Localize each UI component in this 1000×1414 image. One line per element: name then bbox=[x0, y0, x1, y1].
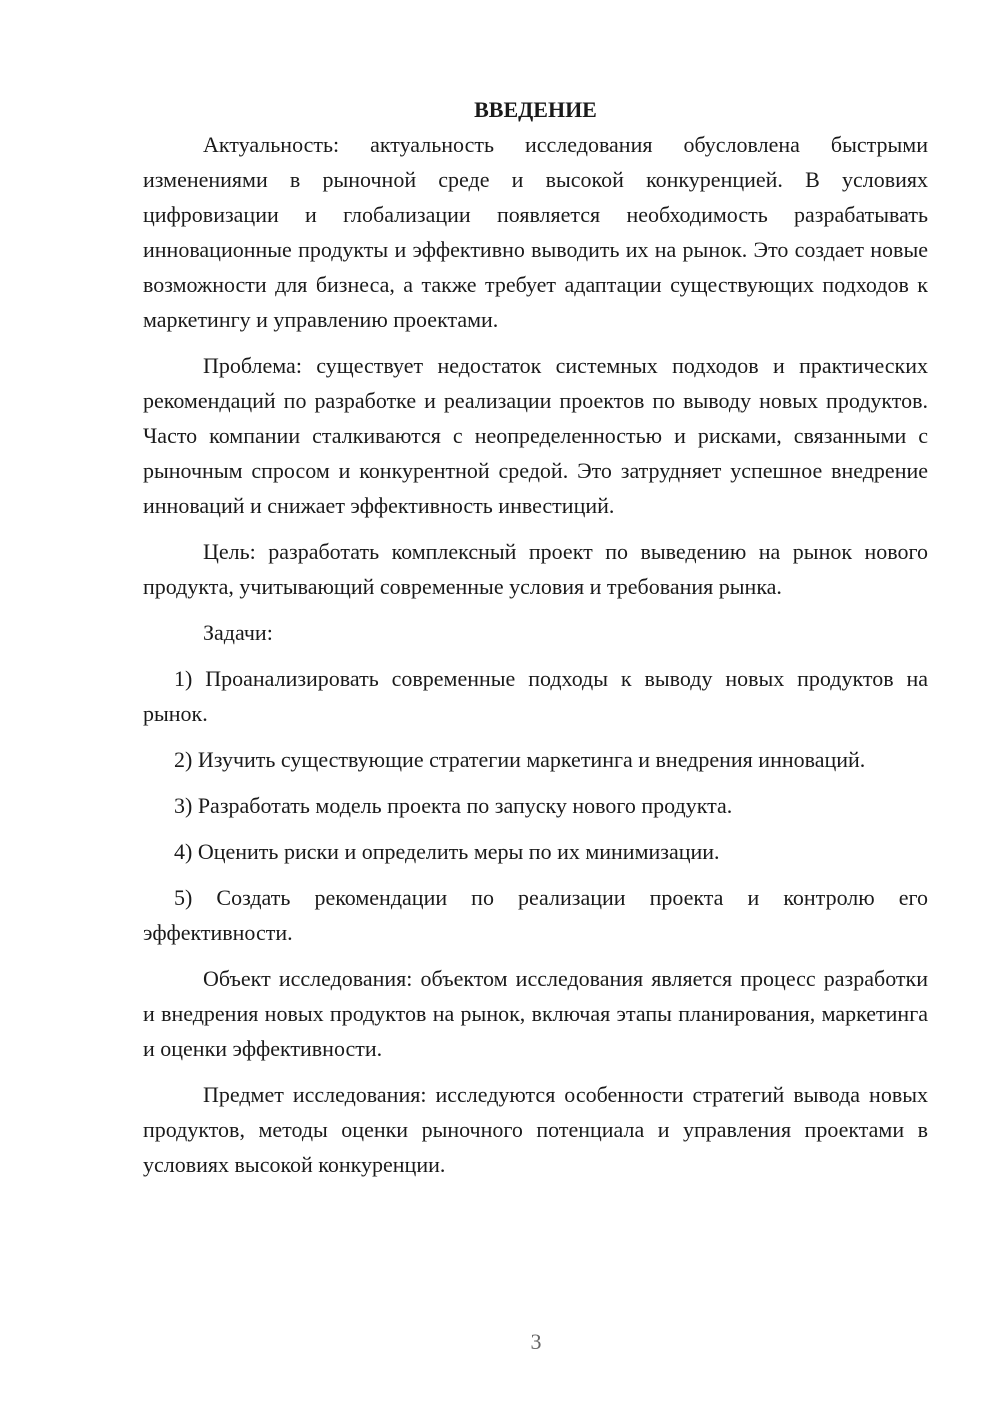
page-number: 3 bbox=[530, 1329, 542, 1354]
paragraph-problem: Проблема: существует недостаток системных подходов и практических рекомендаций по разработке и реализации проектов по выводу новых продуктов. Часто компании сталкиваются с неопределенностью и рисками, связанными с рыночным спросом и конкурентной средой. Это затрудняет успешное внедрение инноваций и снижает эффективность инвестиций. bbox=[143, 353, 928, 518]
task-item-5: 5) Создать рекомендации по реализации проекта и контролю его эффективности. bbox=[143, 885, 928, 945]
paragraph-object: Объект исследования: объектом исследования является процесс разработки и внедрения новых продуктов на рынок, включая этапы планирования, маркетинга и оценки эффективности. bbox=[143, 966, 928, 1061]
tasks-heading: Задачи: bbox=[203, 620, 273, 645]
paragraph-relevance: Актуальность: актуальность исследования обусловлена быстрыми изменениями в рыночной среде и высокой конкуренцией. В условиях цифровизации и глобализации появляется необходимость разрабатывать инновационные продукты и эффективно выводить их на рынок. Это создает новые возможности для бизнеса, а также требует адаптации существующих подходов к маркетингу и управлению проектами. bbox=[143, 132, 928, 332]
task-item-3: 3) Разработать модель проекта по запуску нового продукта. bbox=[174, 793, 733, 818]
paragraph-subject: Предмет исследования: исследуются особенности стратегий вывода новых продуктов, методы оценки рыночного потенциала и управления проектами в условиях высокой конкуренции. bbox=[143, 1082, 928, 1177]
paragraph-goal: Цель: разработать комплексный проект по выведению на рынок нового продукта, учитывающий современные условия и требования рынка. bbox=[143, 539, 928, 599]
task-item-2: 2) Изучить существующие стратегии маркетинга и внедрения инноваций. bbox=[174, 747, 866, 772]
section-title: ВВЕДЕНИЕ bbox=[474, 97, 597, 122]
task-item-4: 4) Оценить риски и определить меры по их минимизации. bbox=[174, 839, 720, 864]
task-item-1: 1) Проанализировать современные подходы к выводу новых продуктов на рынок. bbox=[143, 666, 928, 726]
document-page bbox=[143, 92, 928, 1182]
